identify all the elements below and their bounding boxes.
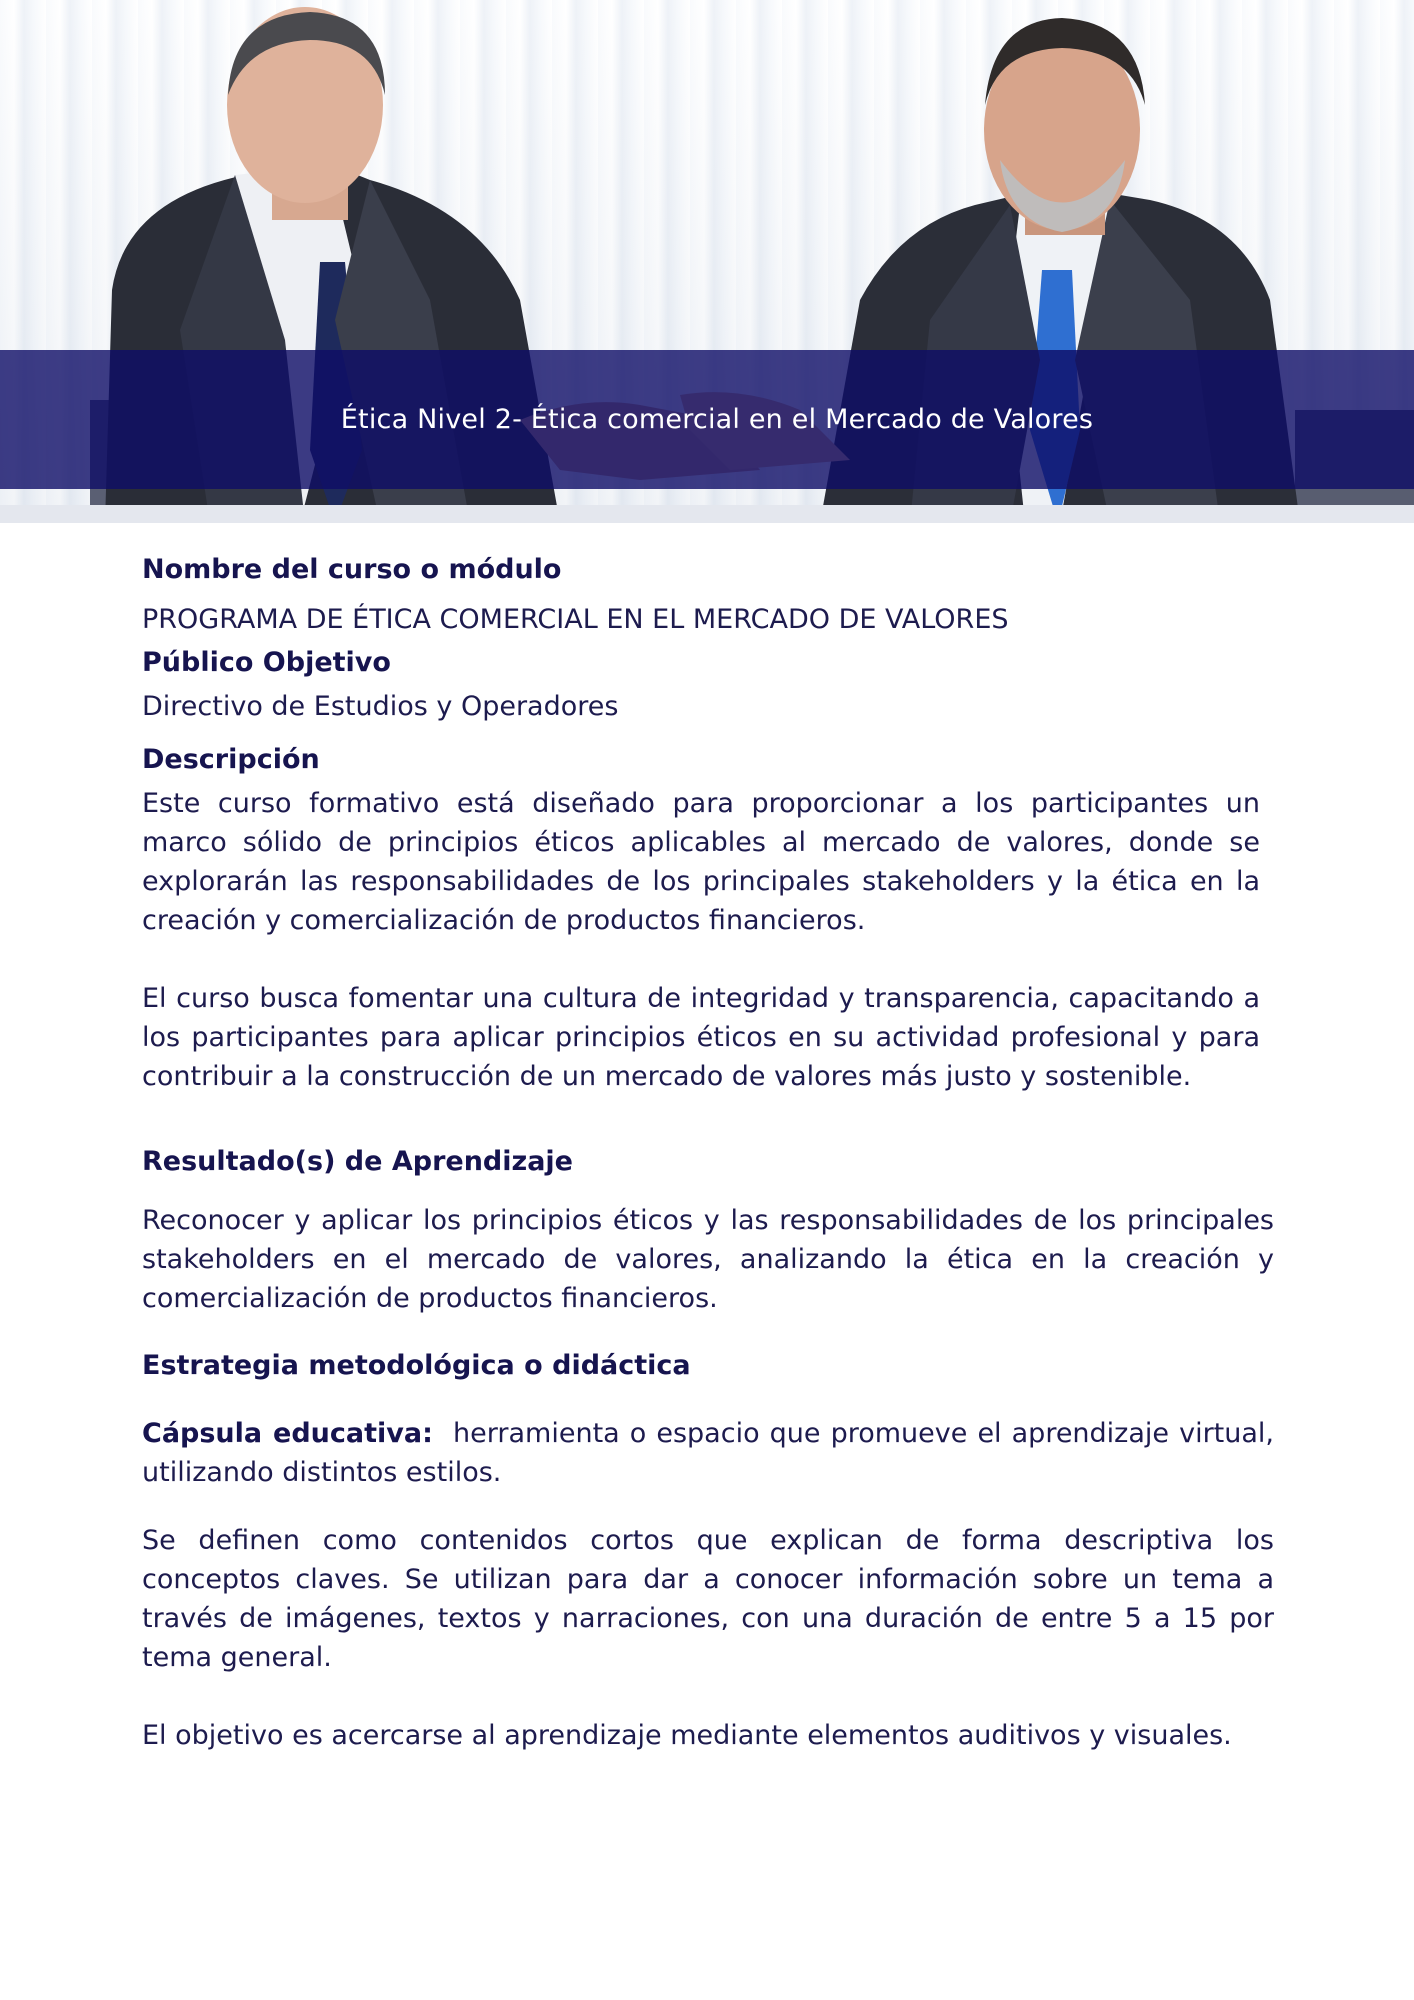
course-name-heading: Nombre del curso o módulo [142,554,562,585]
course-sheet [142,552,1274,1755]
course-name-value: PROGRAMA DE ÉTICA COMERCIAL EN EL MERCADO DE VALORES [142,604,1009,635]
capsule-text: herramienta o espacio que promueve el aprendizaje virtual, utilizando distintos estilos. [142,1418,1274,1488]
audience-heading: Público Objetivo [142,647,391,678]
hero-title: Ética Nivel 2- Ética comercial en el Mercado de Valores [340,404,1094,435]
title-band [0,350,1414,489]
description-heading: Descripción [142,744,320,775]
description-paragraph-2: El curso busca fomentar una cultura de integridad y transparencia, capacitando a los participantes para aplicar principios éticos en su actividad profesional y para contribuir a la construcción de un mercado de valores más justo y sostenible. [142,983,1260,1092]
capsule-label: Cápsula educativa: [142,1418,433,1449]
audience-value: Directivo de Estudios y Operadores [142,691,619,722]
strategy-paragraph-2: Se definen como contenidos cortos que explican de forma descriptiva los conceptos claves. Se utilizan para dar a conocer información sobre un tema a través de imágenes, textos y narraciones, con una duración de entre 5 a 15 por tema general. [142,1525,1274,1673]
learning-outcomes-heading: Resultado(s) de Aprendizaje [142,1146,573,1177]
description-paragraph-1: Este curso formativo está diseñado para proporcionar a los participantes un marco sólido de principios éticos aplicables al mercado de valores, donde se explorarán las responsabilidades de los principales stakeholders y la ética en la creación y comercialización de productos financieros. [142,788,1260,936]
capsule-paragraph [142,1414,1274,1492]
strategy-paragraph-3: El objetivo es acercarse al aprendizaje mediante elementos auditivos y visuales. [142,1720,1232,1751]
hero-banner [0,0,1414,523]
strategy-heading: Estrategia metodológica o didáctica [142,1350,691,1381]
learning-outcomes-value: Reconocer y aplicar los principios éticos y las responsabilidades de los principales stakeholders en el mercado de valores, analizando la ética en la creación y comercialización de productos financieros. [142,1205,1274,1314]
